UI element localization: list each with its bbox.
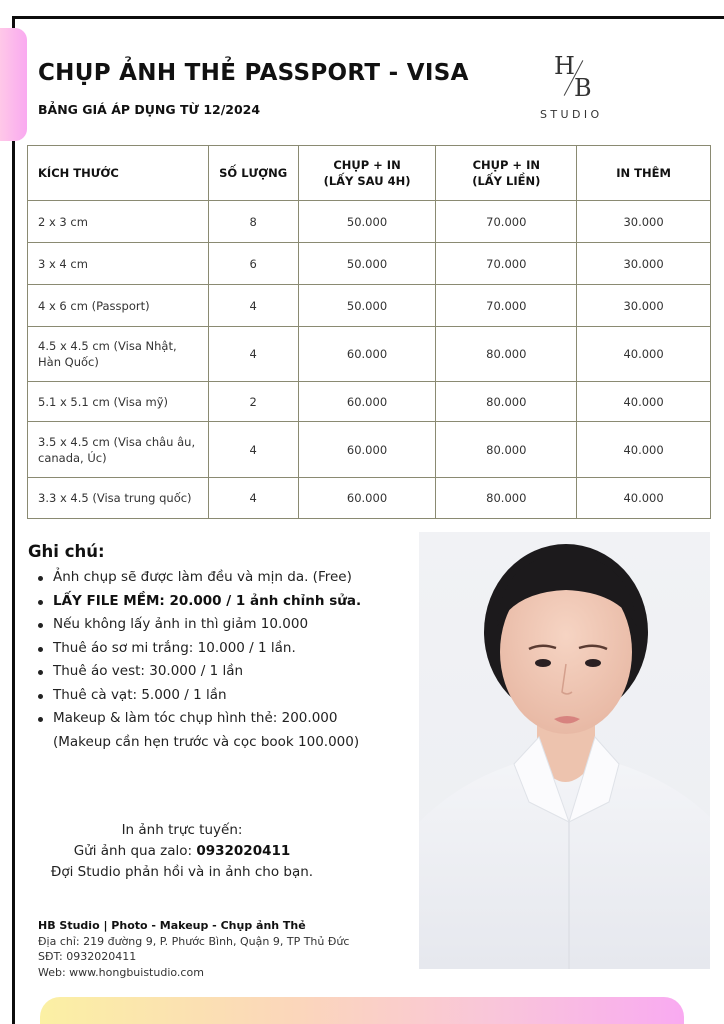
bottom-gradient-bar	[40, 997, 684, 1024]
cell-price-later: 60.000	[298, 327, 436, 382]
cell-size: 4.5 x 4.5 cm (Visa Nhật, Hàn Quốc)	[28, 327, 209, 382]
portrait-illustration-icon	[419, 532, 710, 969]
cell-price-extra: 30.000	[577, 201, 711, 243]
notes-list	[36, 566, 361, 754]
cell-price-extra: 40.000	[577, 422, 711, 478]
price-table	[27, 145, 711, 519]
cell-quantity: 4	[208, 422, 298, 478]
note-item: Thuê áo sơ mi trắng: 10.000 / 1 lần.	[36, 637, 361, 661]
footer-website[interactable]: Web: www.hongbuistudio.com	[38, 965, 204, 979]
cell-price-later: 50.000	[298, 285, 436, 327]
online-print-heading: In ảnh trực tuyến:	[121, 822, 243, 838]
cell-price-extra: 40.000	[577, 327, 711, 382]
footer-address: Địa chỉ: 219 đường 9, P. Phước Bình, Quận 9, TP Thủ Đức	[38, 934, 350, 948]
cell-price-later: 50.000	[298, 201, 436, 243]
online-print-info	[20, 820, 344, 883]
hb-studio-logo	[536, 52, 622, 124]
cell-quantity: 4	[208, 327, 298, 382]
note-makeup-continuation: (Makeup cần hẹn trước và cọc book 100.000)	[53, 733, 360, 750]
header-size: KÍCH THƯỚC	[28, 146, 209, 201]
note-item: Nếu không lấy ảnh in thì giảm 10.000	[36, 613, 361, 637]
page-subtitle: BẢNG GIÁ ÁP DỤNG TỪ 12/2024	[38, 102, 261, 117]
note-item: Thuê cà vạt: 5.000 / 1 lần	[36, 684, 361, 708]
table-row	[28, 327, 711, 382]
logo-letter-b: B	[574, 74, 592, 102]
cell-size: 2 x 3 cm	[28, 201, 209, 243]
zalo-phone-number[interactable]: 0932020411	[196, 843, 291, 859]
cell-quantity: 8	[208, 201, 298, 243]
cell-price-instant: 70.000	[436, 201, 577, 243]
header-shoot-print-instant: CHỤP + IN (LẤY LIỀN)	[436, 146, 577, 201]
cell-quantity: 2	[208, 382, 298, 422]
cell-quantity: 4	[208, 478, 298, 519]
cell-price-extra: 40.000	[577, 478, 711, 519]
cell-price-later: 60.000	[298, 382, 436, 422]
logo-letter-h: H	[554, 52, 575, 80]
footer-contact	[38, 918, 349, 980]
cell-price-instant: 70.000	[436, 285, 577, 327]
cell-price-instant: 70.000	[436, 243, 577, 285]
table-row	[28, 478, 711, 519]
table-row	[28, 201, 711, 243]
table-row	[28, 243, 711, 285]
cell-size: 4 x 6 cm (Passport)	[28, 285, 209, 327]
footer-phone: SĐT: 0932020411	[38, 950, 137, 963]
online-print-zalo: Gửi ảnh qua zalo: 0932020411	[73, 843, 291, 859]
page-title: CHỤP ẢNH THẺ PASSPORT - VISA	[38, 60, 469, 86]
header-quantity: SỐ LƯỢNG	[208, 146, 298, 201]
cell-price-instant: 80.000	[436, 382, 577, 422]
note-item-makeup	[36, 707, 361, 754]
note-item: Thuê áo vest: 30.000 / 1 lần	[36, 660, 361, 684]
header-shoot-print-later: CHỤP + IN (LẤY SAU 4H)	[298, 146, 436, 201]
cell-price-later: 60.000	[298, 478, 436, 519]
cell-price-extra: 30.000	[577, 243, 711, 285]
table-row	[28, 285, 711, 327]
frame-top-border	[12, 16, 724, 19]
sample-id-photo	[419, 532, 710, 969]
cell-size: 3.5 x 4.5 cm (Visa châu âu, canada, Úc)	[28, 422, 209, 478]
cell-price-later: 60.000	[298, 422, 436, 478]
cell-price-extra: 40.000	[577, 382, 711, 422]
cell-price-instant: 80.000	[436, 478, 577, 519]
cell-size: 3 x 4 cm	[28, 243, 209, 285]
cell-price-later: 50.000	[298, 243, 436, 285]
cell-price-instant: 80.000	[436, 422, 577, 478]
table-row	[28, 422, 711, 478]
cell-quantity: 4	[208, 285, 298, 327]
cell-quantity: 6	[208, 243, 298, 285]
cell-price-extra: 30.000	[577, 285, 711, 327]
note-item: Ảnh chụp sẽ được làm đều và mịn da. (Free)	[36, 566, 361, 590]
online-print-wait: Đợi Studio phản hồi và in ảnh cho bạn.	[50, 864, 314, 880]
header-extra-print: IN THÊM	[577, 146, 711, 201]
frame-left-border	[12, 16, 15, 1024]
note-item-soft-file: LẤY FILE MỀM: 20.000 / 1 ảnh chỉnh sửa.	[36, 590, 361, 614]
note-makeup-text: Makeup & làm tóc chụp hình thẻ: 200.000	[53, 710, 338, 726]
cell-size: 3.3 x 4.5 (Visa trung quốc)	[28, 478, 209, 519]
cell-price-instant: 80.000	[436, 327, 577, 382]
table-header-row	[28, 146, 711, 201]
cell-size: 5.1 x 5.1 cm (Visa mỹ)	[28, 382, 209, 422]
table-row	[28, 382, 711, 422]
logo-wordmark: STUDIO	[540, 108, 603, 121]
pink-accent-bar	[0, 28, 27, 141]
footer-brand: HB Studio | Photo - Makeup - Chụp ảnh Thẻ	[38, 919, 306, 932]
notes-title: Ghi chú:	[28, 542, 105, 561]
